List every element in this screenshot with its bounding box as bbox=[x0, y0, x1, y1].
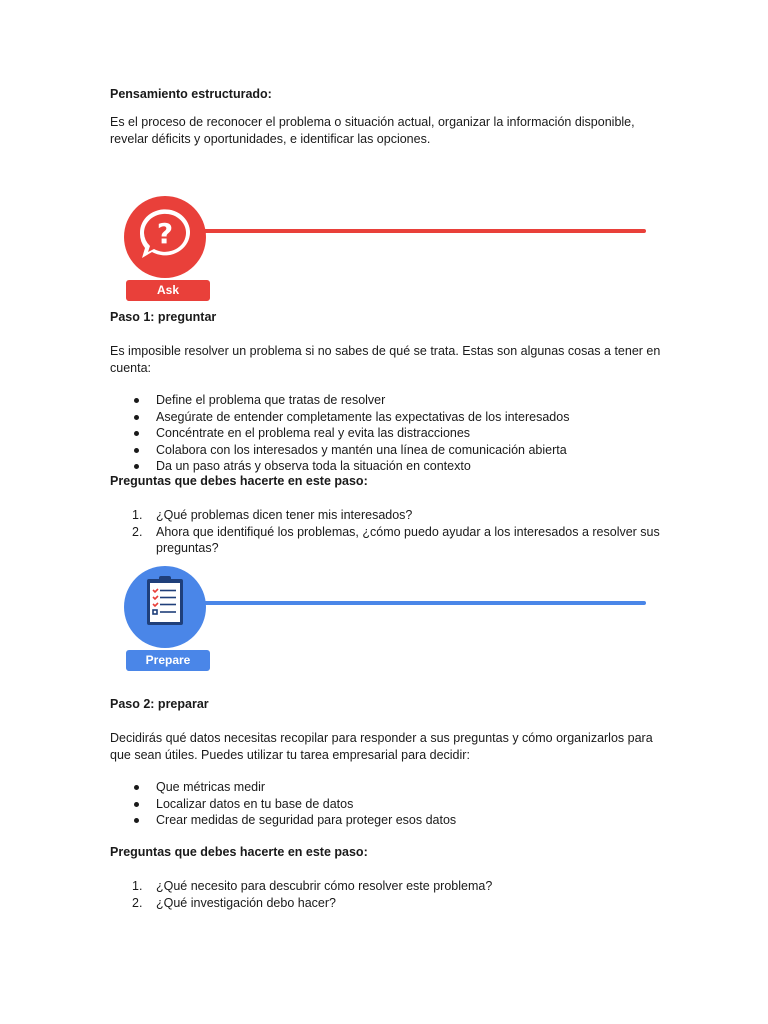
list-item: 1. ¿Qué problemas dicen tener mis interesados? bbox=[132, 508, 413, 522]
list-item: Que métricas medir bbox=[110, 779, 456, 796]
step1-questions-list bbox=[110, 507, 670, 557]
svg-text:?: ? bbox=[156, 217, 174, 250]
clipboard-checklist-icon bbox=[124, 566, 206, 648]
list-item: 2. Ahora que identifiqué los problemas, ¿cómo puedo ayudar a los interesados a resolver sus preguntas? bbox=[132, 524, 660, 556]
list-item: 2. ¿Qué investigación debo hacer? bbox=[132, 895, 336, 910]
list-item: Localizar datos en tu base de datos bbox=[110, 796, 456, 813]
ask-step-graphic bbox=[124, 196, 664, 306]
prepare-timeline-line bbox=[202, 601, 646, 605]
step2-paragraph: Decidirás qué datos necesitas recopilar para responder a sus preguntas y cómo organizarlos para que sean útiles. Puedes utilizar tu tarea empresarial para decidir: bbox=[110, 731, 653, 762]
prepare-label: Prepare bbox=[126, 650, 210, 671]
list-item: Crear medidas de seguridad para proteger esos datos bbox=[110, 812, 456, 829]
step1-bullet-list bbox=[110, 392, 569, 475]
prepare-circle bbox=[124, 566, 206, 648]
step1-questions-heading: Preguntas que debes hacerte en este paso: bbox=[110, 474, 368, 488]
document-title: Pensamiento estructurado: bbox=[110, 87, 272, 101]
list-item: 1. ¿Qué necesito para descubrir cómo resolver este problema? bbox=[132, 879, 493, 893]
step1-heading: Paso 1: preguntar bbox=[110, 310, 217, 324]
ask-circle bbox=[124, 196, 206, 278]
list-item: Concéntrate en el problema real y evita las distracciones bbox=[110, 425, 569, 442]
list-item: Colabora con los interesados y mantén una línea de comunicación abierta bbox=[110, 442, 569, 459]
question-speech-bubble-icon bbox=[124, 196, 206, 278]
list-item: Da un paso atrás y observa toda la situación en contexto bbox=[110, 458, 569, 475]
step2-heading: Paso 2: preparar bbox=[110, 697, 209, 711]
list-item: Define el problema que tratas de resolver bbox=[110, 392, 569, 409]
step2-questions-heading: Preguntas que debes hacerte en este paso: bbox=[110, 845, 368, 859]
ask-timeline-line bbox=[202, 229, 646, 233]
step2-questions-list bbox=[110, 878, 670, 911]
ask-label: Ask bbox=[126, 280, 210, 301]
step2-bullet-list bbox=[110, 779, 456, 829]
list-item: Asegúrate de entender completamente las expectativas de los interesados bbox=[110, 409, 569, 426]
intro-paragraph: Es el proceso de reconocer el problema o situación actual, organizar la información disponible, revelar déficits y oportunidades, e identificar las opciones. bbox=[110, 115, 635, 146]
step1-paragraph: Es imposible resolver un problema si no sabes de qué se trata. Estas son algunas cosas a tener en cuenta: bbox=[110, 344, 661, 375]
prepare-step-graphic bbox=[124, 566, 664, 676]
